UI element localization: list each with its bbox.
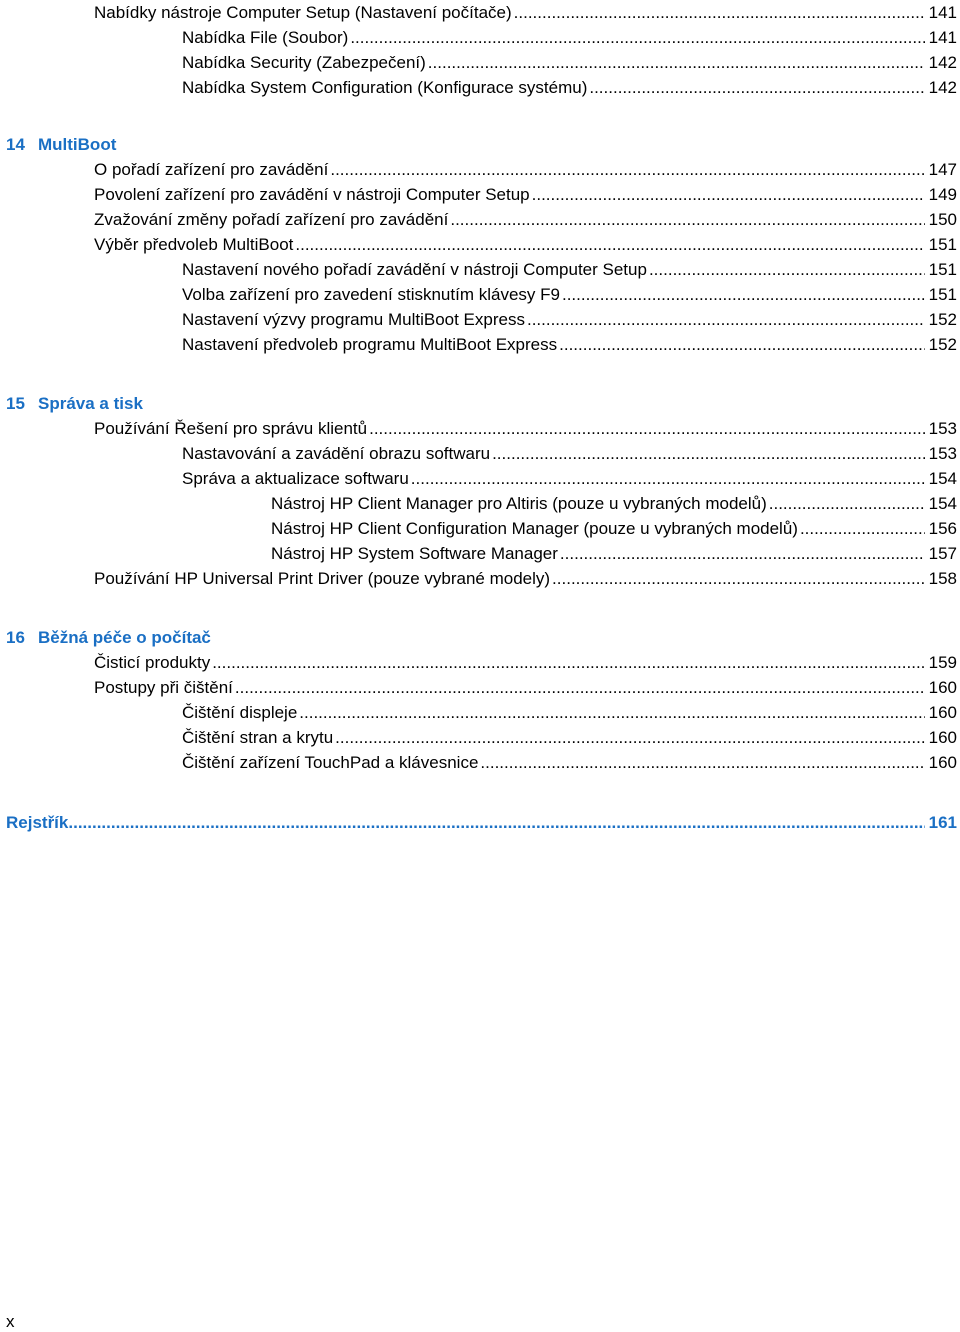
toc-entry-title: Nabídky nástroje Computer Setup (Nastavení počítače) [94,3,512,22]
toc-entry-title: Výběr předvoleb MultiBoot [94,235,294,254]
toc-entry-page: 154 [928,469,957,488]
toc-entry-page: 152 [928,335,957,354]
toc-entry-page: 159 [928,653,957,672]
toc-entry-title: Povolení zařízení pro zavádění v nástroji Computer Setup [94,185,530,204]
toc-entry-page: 160 [928,728,957,747]
toc-entry-page: 151 [928,260,957,279]
index-title: Rejstřík [6,813,69,832]
dot-leader [769,491,925,516]
toc-entry-page: 156 [928,519,957,538]
toc-entry-title: Zvažování změny pořadí zařízení pro zavádění [94,210,449,229]
toc-entry[interactable] [182,700,957,725]
toc-entry[interactable] [271,541,957,566]
toc-entry[interactable] [182,25,957,50]
dot-leader [330,157,924,182]
dot-leader [492,441,925,466]
toc-entry-page: 142 [928,53,957,72]
toc-entry-page: 160 [928,703,957,722]
toc-entry-title: Nabídka File (Soubor) [182,28,349,47]
toc-entry-page: 160 [928,753,957,772]
dot-leader [649,257,925,282]
toc-entry-page: 153 [928,444,957,463]
toc-entry-title: Čištění zařízení TouchPad a klávesnice [182,753,479,772]
toc-entry-page: 158 [928,569,957,588]
dot-leader [552,566,925,591]
toc-entry-title: Nabídka Security (Zabezpečení) [182,53,426,72]
chapter-heading-16[interactable] [6,625,211,650]
dot-leader [68,810,924,835]
toc-entry-title: Čisticí produkty [94,653,211,672]
toc-entry-page: 160 [928,678,957,697]
chapter-title: Správa a tisk [38,394,143,413]
dot-leader [350,25,924,50]
chapter-heading-15[interactable] [6,391,143,416]
dot-leader [450,207,924,232]
toc-entry[interactable] [94,157,957,182]
chapter-title: MultiBoot [38,135,117,154]
dot-leader [299,700,924,725]
toc-entry[interactable] [94,232,957,257]
toc-entry-title: Používání HP Universal Print Driver (pouze vybrané modely) [94,569,551,588]
toc-entry[interactable] [94,675,957,700]
toc-entry[interactable] [182,332,957,357]
chapter-title: Běžná péče o počítač [38,628,211,647]
dot-leader [235,675,925,700]
toc-entry[interactable] [182,50,957,75]
toc-entry[interactable] [182,441,957,466]
toc-entry-title: Nastavení předvoleb programu MultiBoot Express [182,335,558,354]
toc-entry-page: 141 [928,3,957,22]
dot-leader [562,282,925,307]
index-entry[interactable] [6,810,957,835]
toc-entry[interactable] [271,516,957,541]
dot-leader [527,307,925,332]
toc-entry-title: Správa a aktualizace softwaru [182,469,409,488]
toc-entry-title: Volba zařízení pro zavedení stisknutím klávesy F9 [182,285,560,304]
dot-leader [369,416,925,441]
dot-leader [428,50,925,75]
toc-entry-title: Nástroj HP Client Configuration Manager (pouze u vybraných modelů) [271,519,798,538]
toc-entry[interactable] [182,466,957,491]
toc-entry[interactable] [182,257,957,282]
toc-entry-title: Používání Řešení pro správu klientů [94,419,368,438]
toc-entry[interactable] [182,750,957,775]
toc-entry-title: O pořadí zařízení pro zavádění [94,160,329,179]
dot-leader [295,232,924,257]
dot-leader [559,332,924,357]
toc-entry-title: Nastavování a zavádění obrazu softwaru [182,444,491,463]
chapter-number: 16 [6,628,25,647]
toc-entry-page: 152 [928,310,957,329]
toc-entry-page: 141 [928,28,957,47]
dot-leader [514,0,925,25]
dot-leader [800,516,925,541]
toc-entry-page: 149 [928,185,957,204]
dot-leader [589,75,924,100]
chapter-number: 15 [6,394,25,413]
toc-entry-page: 151 [928,285,957,304]
chapter-number: 14 [6,135,25,154]
toc-entry[interactable] [182,282,957,307]
dot-leader [212,650,924,675]
toc-entry[interactable] [182,75,957,100]
toc-entry[interactable] [94,566,957,591]
toc-entry[interactable] [94,0,957,25]
toc-entry-title: Nástroj HP Client Manager pro Altiris (pouze u vybraných modelů) [271,494,767,513]
toc-entry-title: Čištění displeje [182,703,298,722]
toc-entry-title: Nástroj HP System Software Manager [271,544,558,563]
toc-entry[interactable] [94,182,957,207]
toc-entry[interactable] [94,650,957,675]
dot-leader [335,725,924,750]
toc-entry[interactable] [94,207,957,232]
toc-entry[interactable] [182,307,957,332]
toc-entry-page: 147 [928,160,957,179]
toc-entry-page: 157 [928,544,957,563]
toc-entry[interactable] [271,491,957,516]
toc-entry-title: Postupy při čištění [94,678,233,697]
toc-entry-title: Čištění stran a krytu [182,728,334,747]
dot-leader [411,466,925,491]
index-page: 161 [928,813,957,832]
chapter-heading-14[interactable] [6,132,116,157]
page-number: x [6,1312,15,1331]
dot-leader [560,541,925,566]
toc-entry-page: 154 [928,494,957,513]
toc-entry-title: Nastavení výzvy programu MultiBoot Express [182,310,525,329]
toc-entry-title: Nabídka System Configuration (Konfigurace systému) [182,78,588,97]
toc-entry-page: 150 [928,210,957,229]
toc-entry-page: 151 [928,235,957,254]
toc-entry-title: Nastavení nového pořadí zavádění v nástroji Computer Setup [182,260,647,279]
toc-entry[interactable] [182,725,957,750]
toc-entry-page: 153 [928,419,957,438]
toc-entry-page: 142 [928,78,957,97]
dot-leader [480,750,924,775]
dot-leader [532,182,925,207]
toc-entry[interactable] [94,416,957,441]
